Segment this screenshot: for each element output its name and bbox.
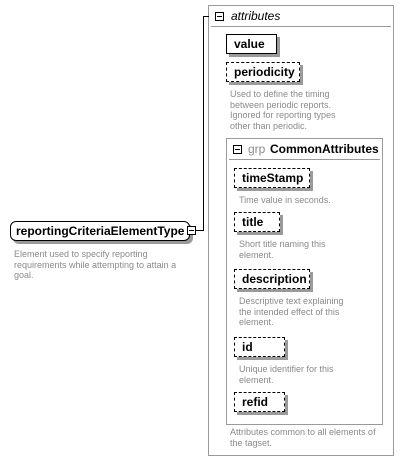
attributes-title: attributes [231, 9, 281, 23]
title-description: Short title naming this element. [239, 239, 326, 260]
attribute-value-label: value [234, 37, 265, 51]
attribute-timestamp-label: timeStamp [242, 171, 304, 185]
group-underline [229, 159, 380, 160]
attribute-refid[interactable] [234, 392, 285, 412]
attribute-title[interactable] [234, 212, 280, 232]
connector-to-group [203, 16, 209, 17]
root-element-label: reportingCriteriaElementType [16, 224, 185, 238]
group-name: CommonAttributes [270, 142, 379, 156]
root-element[interactable] [10, 221, 190, 241]
attribute-description-label: description [242, 272, 307, 286]
collapse-icon[interactable] [215, 12, 224, 21]
connector-vertical [203, 16, 204, 231]
collapse-icon[interactable] [233, 145, 242, 154]
group-prefix: grp [248, 142, 266, 156]
description-description: Descriptive text explaining the intended effect of this element. [239, 296, 344, 327]
attribute-periodicity[interactable] [226, 62, 300, 82]
attribute-id-label: id [242, 340, 253, 354]
root-element-description: Element used to specify reporting requirements while attempting to attain a goal. [14, 249, 177, 280]
attribute-refid-label: refid [242, 395, 269, 409]
attribute-title-label: title [242, 215, 264, 229]
attributes-underline [211, 26, 391, 27]
timestamp-description: Time value in seconds. [239, 195, 331, 205]
attribute-timestamp[interactable] [234, 168, 310, 188]
common-attributes-description: Attributes common to all elements of the tagset. [230, 427, 376, 448]
attribute-periodicity-label: periodicity [234, 65, 295, 79]
collapse-icon[interactable] [187, 226, 196, 235]
attribute-id[interactable] [234, 337, 285, 357]
periodicity-description: Used to define the timing between periodic reports. Ignored for reporting types other than periodic. [230, 89, 336, 131]
id-description: Unique identifier for this element. [239, 364, 334, 385]
attribute-value[interactable] [226, 34, 277, 54]
attribute-description[interactable] [234, 269, 310, 289]
